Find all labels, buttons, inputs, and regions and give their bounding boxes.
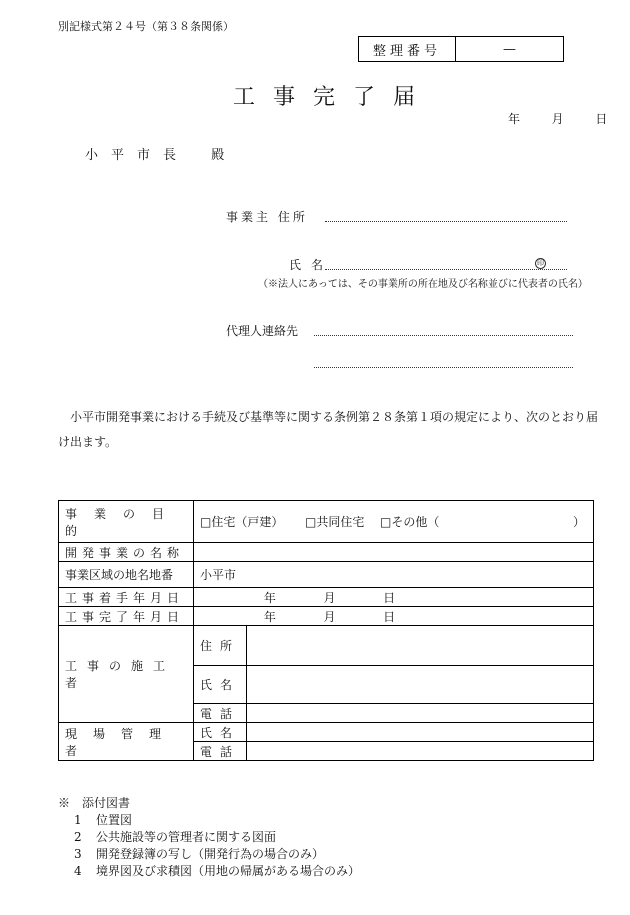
addressee-honorific: 殿: [211, 148, 225, 163]
start-year: 年: [263, 590, 276, 605]
site-manager-name-field[interactable]: [247, 723, 594, 742]
end-year: 年: [263, 609, 276, 624]
attachment-item: [58, 846, 360, 863]
site-manager-phone-label: [194, 742, 247, 761]
attachments-section: [58, 795, 360, 880]
seal-icon: 印: [537, 259, 544, 267]
site-manager-phone-field[interactable]: [247, 742, 594, 761]
attachment-item: [58, 863, 360, 880]
date-month: 月: [551, 112, 564, 126]
contractor-label-text: 工事の施工者: [65, 659, 176, 690]
end-date-label: [59, 607, 194, 626]
owner-address-field[interactable]: [325, 221, 567, 222]
attachment-text: 位置図: [96, 813, 133, 827]
contractor-address-label-text: 住所: [200, 639, 241, 653]
start-date-label-text: 工事着手年月日: [65, 590, 185, 605]
site-manager-label: [59, 723, 194, 761]
contractor-phone-label-text: 電話: [200, 706, 241, 721]
addressee-name: 小平市長: [85, 148, 190, 163]
attachment-item: [58, 829, 360, 846]
addressee: [85, 144, 224, 163]
attachment-num: 2: [74, 830, 82, 844]
project-name-label-text: 開発事業の名称: [65, 545, 185, 560]
date-line[interactable]: [508, 110, 607, 127]
agent-contact-label: 代理人連絡先: [226, 324, 299, 338]
site-manager-phone-label-text: 電話: [200, 744, 241, 759]
reference-number-value[interactable]: —: [503, 41, 516, 57]
attachments-header: ※ 添付図書: [58, 796, 131, 810]
end-date-label-text: 工事完了年月日: [65, 609, 185, 624]
contractor-address-field[interactable]: [247, 626, 594, 666]
purpose-options-cell: [194, 501, 594, 543]
location-label: [59, 562, 194, 588]
project-name-field[interactable]: [194, 543, 594, 562]
start-date-label: [59, 588, 194, 607]
reference-number-label: 整理番号: [359, 37, 456, 61]
reference-number-box: [358, 36, 564, 62]
attachment-num: 3: [74, 847, 82, 861]
purpose-option-other[interactable]: □その他（: [380, 515, 440, 529]
attachment-num: 4: [74, 864, 82, 878]
date-year: 年: [508, 112, 521, 126]
location-field[interactable]: [194, 562, 594, 588]
declaration-text: 小平市開発事業における手続及び基準等に関する条例第２８条第１項の規定により、次のとおり届け出ます。: [58, 410, 599, 449]
attachment-text: 境界図及び求積図（用地の帰属がある場合のみ）: [96, 864, 361, 878]
attachment-item: [58, 812, 360, 829]
project-details-table: [58, 500, 594, 761]
site-manager-name-label: [194, 723, 247, 742]
contractor-name-field[interactable]: [247, 666, 594, 704]
agent-contact-field-2[interactable]: [314, 367, 573, 368]
end-date-field[interactable]: [194, 607, 594, 626]
contractor-phone-label: [194, 704, 247, 723]
purpose-option-apartment[interactable]: □共同住宅: [305, 515, 365, 529]
agent-contact-field-1[interactable]: [314, 335, 573, 336]
contractor-name-label: [194, 666, 247, 704]
location-label-text: 事業区域の地名地番: [65, 568, 174, 582]
corporation-note: （※法人にあっては、その事業所の所在地及び名称並びに代表者の氏名）: [258, 279, 588, 290]
owner-name-label: 氏名: [289, 258, 334, 272]
site-manager-label-text: 現場管理者: [65, 726, 178, 758]
attachment-num: 1: [74, 813, 82, 827]
end-month: 月: [323, 609, 336, 624]
site-manager-name-label-text: 氏名: [200, 725, 241, 740]
contractor-label: [59, 626, 194, 723]
purpose-label-cell: [59, 501, 194, 543]
document-title: 工事完了届: [232, 85, 433, 110]
attachment-text: 公共施設等の管理者に関する図面: [96, 830, 277, 844]
location-value: 小平市: [200, 568, 237, 582]
owner-name-field[interactable]: [325, 269, 567, 270]
form-number-label: 別記様式第２４号（第３８条関係）: [58, 20, 234, 33]
attachment-text: 開発登録簿の写し（開発行為の場合のみ）: [96, 847, 325, 861]
start-month: 月: [323, 590, 336, 605]
purpose-option-close: ）: [573, 515, 586, 529]
start-date-field[interactable]: [194, 588, 594, 607]
contractor-name-label-text: 氏名: [200, 678, 241, 692]
start-day: 日: [383, 590, 396, 605]
contractor-address-label: [194, 626, 247, 666]
date-day: 日: [595, 112, 608, 126]
project-name-label: [59, 543, 194, 562]
purpose-label-text: 事業の目的: [65, 506, 182, 538]
end-day: 日: [383, 609, 396, 624]
owner-address-label: 事業主 住所: [226, 210, 308, 224]
contractor-phone-field[interactable]: [247, 704, 594, 723]
purpose-label: [65, 505, 187, 539]
purpose-option-house[interactable]: □住宅（戸建）: [200, 515, 284, 529]
